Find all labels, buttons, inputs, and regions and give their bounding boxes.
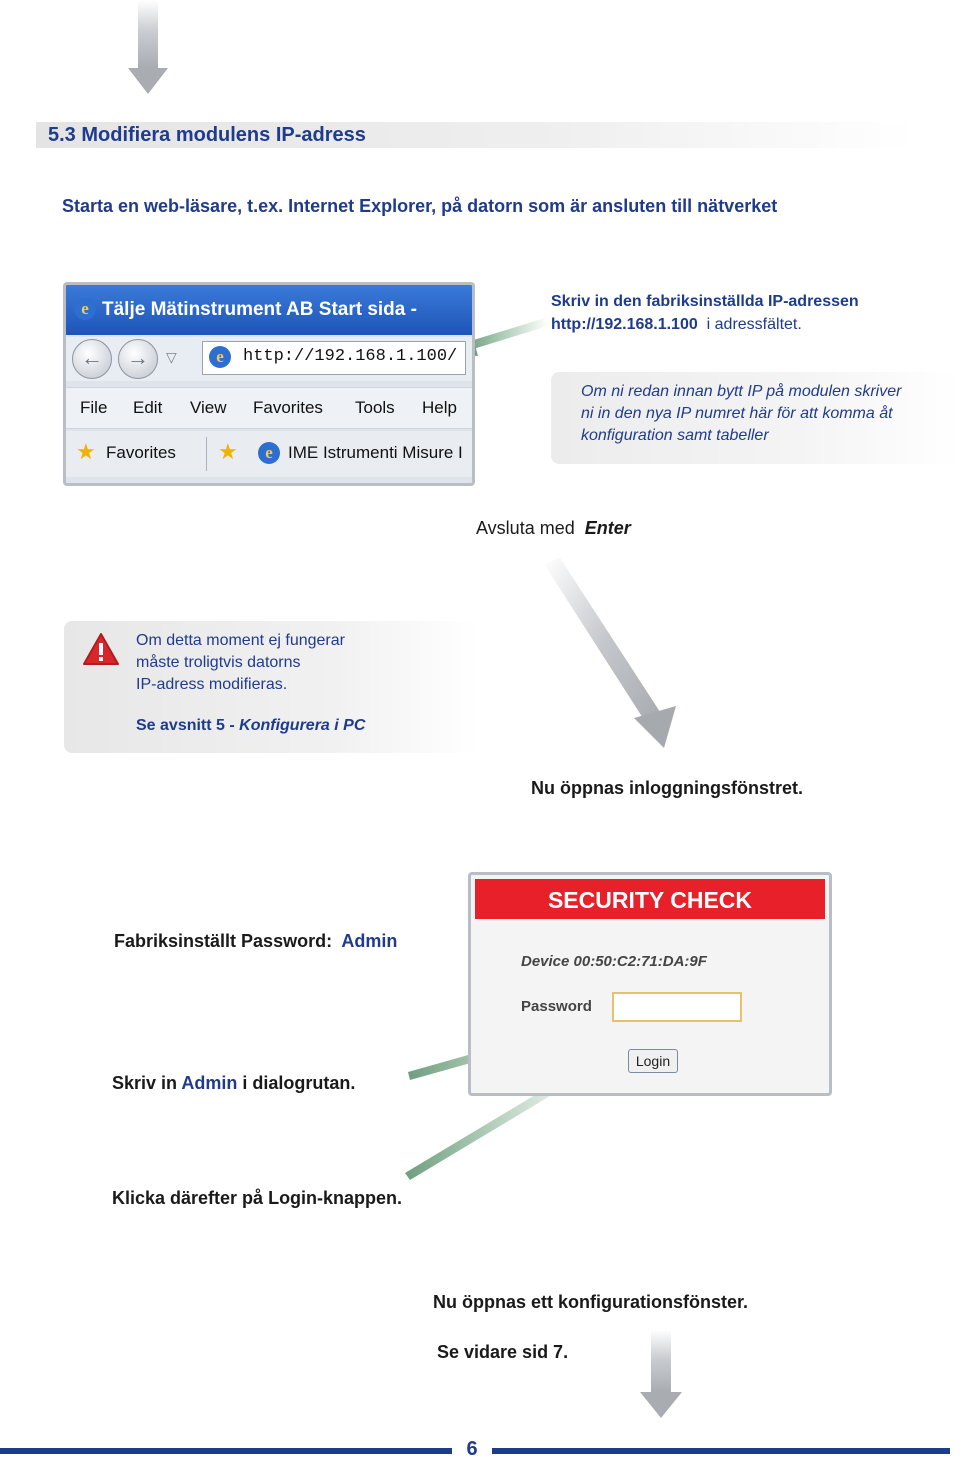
warning-line: IP-adress modifieras. (136, 676, 288, 693)
browser-titlebar (66, 285, 472, 335)
security-check-header (475, 879, 825, 919)
warning-ref-prefix: Se avsnitt 5 - (136, 717, 240, 734)
divider (206, 437, 207, 471)
tip-line: Om ni redan innan bytt IP på modulen skriver (581, 383, 902, 400)
menu-help[interactable]: Help (422, 398, 457, 417)
see-next-page-note: Se vidare sid 7. (437, 1342, 569, 1362)
footer-rule (0, 1448, 452, 1454)
chevron-down-icon[interactable]: ▽ (166, 349, 177, 365)
warning-line: Om detta moment ej fungerar (136, 632, 345, 649)
menu-view[interactable]: View (190, 398, 227, 417)
type-admin-suffix: i dialogrutan. (242, 1073, 356, 1093)
address-instruction-suffix: i adressfältet. (706, 316, 802, 333)
login-button[interactable]: Login (628, 1049, 678, 1073)
browser-window (63, 282, 475, 486)
warning-line: måste troligtvis datorns (136, 654, 301, 671)
footer-rule (492, 1448, 950, 1454)
password-field[interactable] (612, 992, 742, 1022)
diagonal-arrow-icon (544, 558, 676, 748)
click-login-note: Klicka därefter på Login-knappen. (112, 1188, 403, 1208)
default-password-value: Admin (341, 931, 398, 951)
type-admin-note (112, 1073, 355, 1094)
warning-icon (82, 632, 120, 666)
address-text: http://192.168.1.100/ (243, 347, 458, 366)
login-window-note: Nu öppnas inloggningsfönstret. (531, 778, 803, 798)
browser-nav-row (66, 337, 472, 381)
menu-tools[interactable]: Tools (355, 398, 395, 417)
ie-icon: e (258, 442, 280, 464)
menu-file[interactable]: File (80, 398, 108, 417)
address-instruction-line1: Skriv in den fabriksinställda IP-adressen (551, 293, 859, 310)
tip-line: konfiguration samt tabeller (581, 427, 769, 444)
enter-key: Enter (584, 518, 631, 538)
down-arrow-icon (128, 0, 168, 94)
browser-favorites-bar (66, 431, 472, 477)
tip-line: ni in den nya IP numret här för att komma åt (581, 405, 893, 422)
intro-text: Starta en web-läsare, t.ex. Internet Explorer, på datorn som är ansluten till nätverket (62, 196, 778, 216)
warning-ref-link: Konfigurera i PC (239, 717, 366, 734)
enter-prefix: Avsluta med (476, 518, 575, 538)
browser-title: Tälje Mätinstrument AB Start sida - (102, 299, 417, 320)
star-icon: ★ (76, 439, 96, 464)
address-instruction-line2 (551, 313, 859, 336)
favorite-link[interactable]: IME Istrumenti Misure I (288, 443, 463, 462)
enter-instruction (476, 518, 631, 539)
type-admin-prefix: Skriv in (112, 1073, 178, 1093)
default-ip-url: http://192.168.1.100 (551, 316, 698, 333)
browser-menu-bar (66, 387, 472, 429)
ie-icon: e (74, 298, 96, 320)
page-number: 6 (466, 1438, 478, 1460)
ie-icon: e (209, 346, 231, 368)
default-password-note (114, 931, 397, 952)
menu-edit[interactable]: Edit (133, 398, 163, 417)
address-instruction (551, 290, 859, 336)
warning-reference (136, 717, 365, 735)
down-arrow-icon (640, 1330, 682, 1418)
favorites-button[interactable]: Favorites (106, 443, 176, 462)
security-check-dialog (468, 872, 832, 1096)
warning-text (136, 630, 345, 696)
default-password-prefix: Fabriksinställt Password: (114, 931, 333, 951)
section-title: 5.3 Modifiera modulens IP-adress (48, 124, 366, 146)
forward-button[interactable]: → (118, 339, 158, 379)
password-label: Password (521, 998, 592, 1015)
tip-text (581, 381, 941, 447)
security-check-title: SECURITY CHECK (547, 887, 753, 913)
address-bar[interactable] (202, 341, 466, 375)
device-id: Device 00:50:C2:71:DA:9F (521, 953, 707, 970)
type-admin-value: Admin (181, 1073, 238, 1093)
config-window-note: Nu öppnas ett konfigurationsfönster. (433, 1292, 749, 1312)
add-favorite-icon[interactable]: ★ (218, 439, 238, 464)
back-button[interactable]: ← (72, 339, 112, 379)
menu-favorites[interactable]: Favorites (253, 398, 323, 417)
